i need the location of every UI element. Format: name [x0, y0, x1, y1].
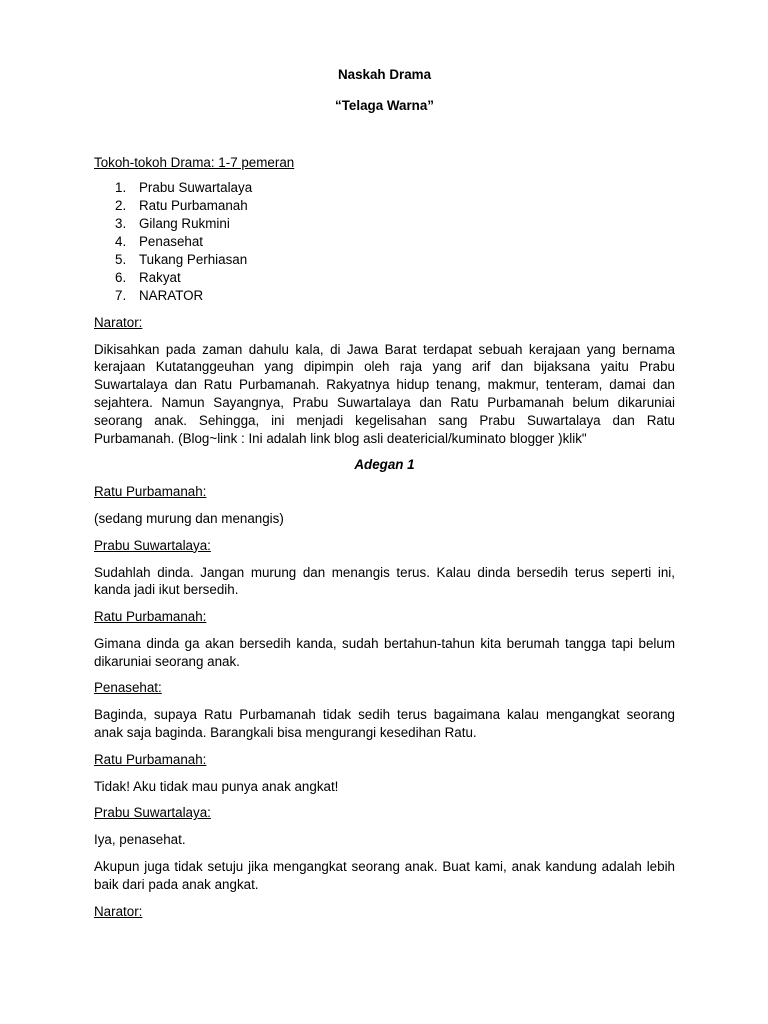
cast-name: Tukang Perhiasan — [139, 252, 248, 268]
cast-item — [94, 287, 675, 305]
cast-item — [94, 251, 675, 269]
dialogue-line: Akupun juga tidak setuju jika mengangkat seorang anak. Buat kami, anak kandung adalah lebih baik dari pada anak angkat. — [94, 859, 675, 892]
speaker-label: Prabu Suwartalaya: — [94, 805, 211, 821]
dialogue-line: Iya, penasehat. — [94, 832, 186, 848]
cast-item — [94, 269, 675, 287]
intro-paragraph: Dikisahkan pada zaman dahulu kala, di Jawa Barat terdapat sebuah kerajaan yang bernama kerajaan Kutatanggeuhan yang dipimpin oleh raja yang arif dan bijaksana yaitu Prabu Suwartalaya dan Ratu Purbamanah. Rakyatnya hidup tenang, makmur, tenteram, damai dan sejahtera. Namun Sayangnya, Prabu Suwartalaya dan Ratu Purbamanah belum dikaruniai seorang anak. Sehingga, ini menjadi kegelisahan sang Prabu Suwartalaya dan Ratu Purbamanah. (Blog~link : Ini adalah link blog asli deatericial/kuminato blogger )klik" — [94, 341, 675, 446]
cast-name: NARATOR — [139, 287, 204, 303]
cast-number: 7. — [115, 287, 127, 303]
document-page — [94, 66, 675, 929]
cast-name: Penasehat — [139, 234, 204, 250]
cast-number: 3. — [115, 216, 127, 232]
cast-number: 1. — [115, 180, 127, 196]
dialogue-line: Baginda, supaya Ratu Purbamanah tidak sedih terus bagaimana kalau mengangkat seorang anak saja baginda. Barangkali bisa mengurangi kesedihan Ratu. — [94, 707, 675, 741]
speaker-label: Narator: — [94, 903, 143, 919]
speaker-label: Ratu Purbamanah: — [94, 484, 207, 500]
cast-name: Gilang Rukmini — [139, 216, 230, 232]
dialogue-line: (sedang murung dan menangis) — [94, 510, 284, 526]
cast-item — [94, 233, 675, 251]
cast-name: Ratu Purbamanah — [139, 198, 248, 214]
cast-number: 5. — [115, 252, 127, 268]
cast-number: 2. — [115, 198, 127, 214]
cast-item — [94, 179, 675, 197]
document-subtitle: “Telaga Warna” — [335, 97, 434, 113]
cast-name: Prabu Suwartalaya — [139, 180, 253, 196]
speaker-label: Ratu Purbamanah: — [94, 609, 207, 625]
narrator-label: Narator: — [94, 314, 143, 330]
cast-heading: Tokoh-tokoh Drama: 1-7 pemeran — [94, 154, 295, 170]
speaker-label: Prabu Suwartalaya: — [94, 537, 211, 553]
cast-list — [94, 179, 675, 304]
document-title: Naskah Drama — [337, 67, 432, 82]
dialogue-line: Sudahlah dinda. Jangan murung dan menangis terus. Kalau dinda bersedih terus seperti ini, kanda jadi ikut bersedih. — [94, 564, 675, 598]
cast-name: Rakyat — [139, 269, 181, 285]
dialogue-line: Tidak! Aku tidak mau punya anak angkat! — [94, 778, 339, 794]
speaker-label: Penasehat: — [94, 680, 162, 696]
scene-heading: Adegan 1 — [354, 457, 415, 473]
cast-number: 6. — [115, 269, 127, 285]
dialogue-line: Gimana dinda ga akan bersedih kanda, sudah bertahun-tahun kita berumah tangga tapi belum dikaruniai seorang anak. — [94, 635, 675, 669]
cast-number: 4. — [115, 234, 127, 250]
cast-item — [94, 197, 675, 215]
cast-item — [94, 215, 675, 233]
speaker-label: Ratu Purbamanah: — [94, 751, 207, 767]
